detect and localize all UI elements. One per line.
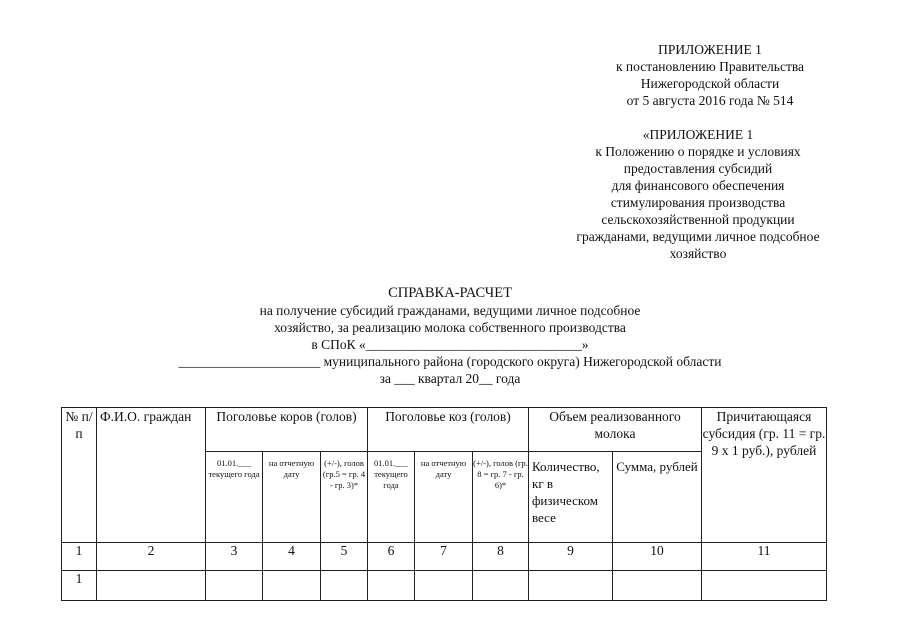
table-cell	[415, 571, 473, 601]
subheader-cows-start: 01.01.___ текущего года	[206, 452, 263, 543]
header-milk: Объем реализованного молока	[529, 408, 702, 452]
subheader-milk-sum: Сумма, рублей	[613, 452, 702, 543]
column-number: 7	[415, 543, 473, 571]
header-goats: Поголовье коз (голов)	[368, 408, 529, 452]
heading-line: хозяйство, за реализацию молока собственного производства	[274, 320, 626, 335]
column-number: 6	[368, 543, 415, 571]
appendix-1-line: от 5 августа 2016 года № 514	[626, 93, 794, 108]
column-number: 10	[613, 543, 702, 571]
table-cell	[702, 571, 827, 601]
column-number: 2	[97, 543, 206, 571]
table-cell	[613, 571, 702, 601]
table-cell	[97, 571, 206, 601]
appendix-2-line: сельскохозяйственной продукции	[601, 212, 795, 227]
table-cell	[473, 571, 529, 601]
subheader-goats-start: 01.01.___ текущего года	[368, 452, 415, 543]
appendix-2-line: предоставления субсидий	[623, 161, 773, 176]
column-number: 8	[473, 543, 529, 571]
heading-cooperative-line: в СПоК «________________________________»	[311, 337, 589, 352]
column-number: 5	[321, 543, 368, 571]
table-row	[62, 571, 827, 601]
appendix-2-line: «ПРИЛОЖЕНИЕ 1	[642, 127, 754, 142]
heading-district-line: _____________________ муниципального района (городского округа) Нижегородской области	[178, 354, 722, 369]
appendix-2-line: стимулирования производства	[610, 195, 786, 210]
appendix-1-block	[540, 41, 880, 109]
header-num: № п/п	[62, 408, 97, 543]
subheader-goats-diff: (+/-), голов (гр. 8 = гр. 7 - гр. 6)*	[473, 452, 529, 543]
appendix-2-line: гражданами, ведущими личное подсобное	[576, 229, 820, 244]
appendix-2-line: для финансового обеспечения	[611, 178, 785, 193]
table-cell	[263, 571, 321, 601]
subsidy-calculation-table	[61, 407, 827, 601]
column-number: 1	[62, 543, 97, 571]
heading-line: на получение субсидий гражданами, ведущими личное подсобное	[259, 303, 641, 318]
document-heading	[100, 285, 800, 387]
column-number-row	[62, 543, 827, 571]
table-cell	[368, 571, 415, 601]
header-cows: Поголовье коров (голов)	[206, 408, 368, 452]
column-number: 11	[702, 543, 827, 571]
column-number: 4	[263, 543, 321, 571]
column-number: 9	[529, 543, 613, 571]
header-subsidy: Причитающаяся субсидия (гр. 11 = гр. 9 х 1 руб.), рублей	[702, 408, 827, 543]
subheader-cows-diff: (+/-), голов (гр.5 = гр. 4 - гр. 3)*	[321, 452, 368, 543]
appendix-2-line: к Положению о порядке и условиях	[595, 144, 801, 159]
table-cell	[529, 571, 613, 601]
table-cell: 1	[62, 571, 97, 601]
appendix-2-block	[528, 126, 868, 262]
table-cell	[206, 571, 263, 601]
appendix-1-line: ПРИЛОЖЕНИЕ 1	[658, 42, 762, 57]
appendix-1-line: Нижегородской области	[640, 76, 780, 91]
subheader-goats-report: на отчетную дату	[415, 452, 473, 543]
header-fio: Ф.И.О. граждан	[97, 408, 206, 543]
subheader-milk-qty: Количество, кг в физическом весе	[529, 452, 613, 543]
column-number: 3	[206, 543, 263, 571]
appendix-2-line: хозяйство	[669, 246, 727, 261]
document-title: СПРАВКА-РАСЧЕТ	[388, 285, 512, 301]
heading-period-line: за ___ квартал 20__ года	[379, 371, 521, 386]
subheader-cows-report: на отчетную дату	[263, 452, 321, 543]
appendix-1-line: к постановлению Правительства	[615, 59, 805, 74]
table-cell	[321, 571, 368, 601]
table-header-row	[62, 408, 827, 452]
